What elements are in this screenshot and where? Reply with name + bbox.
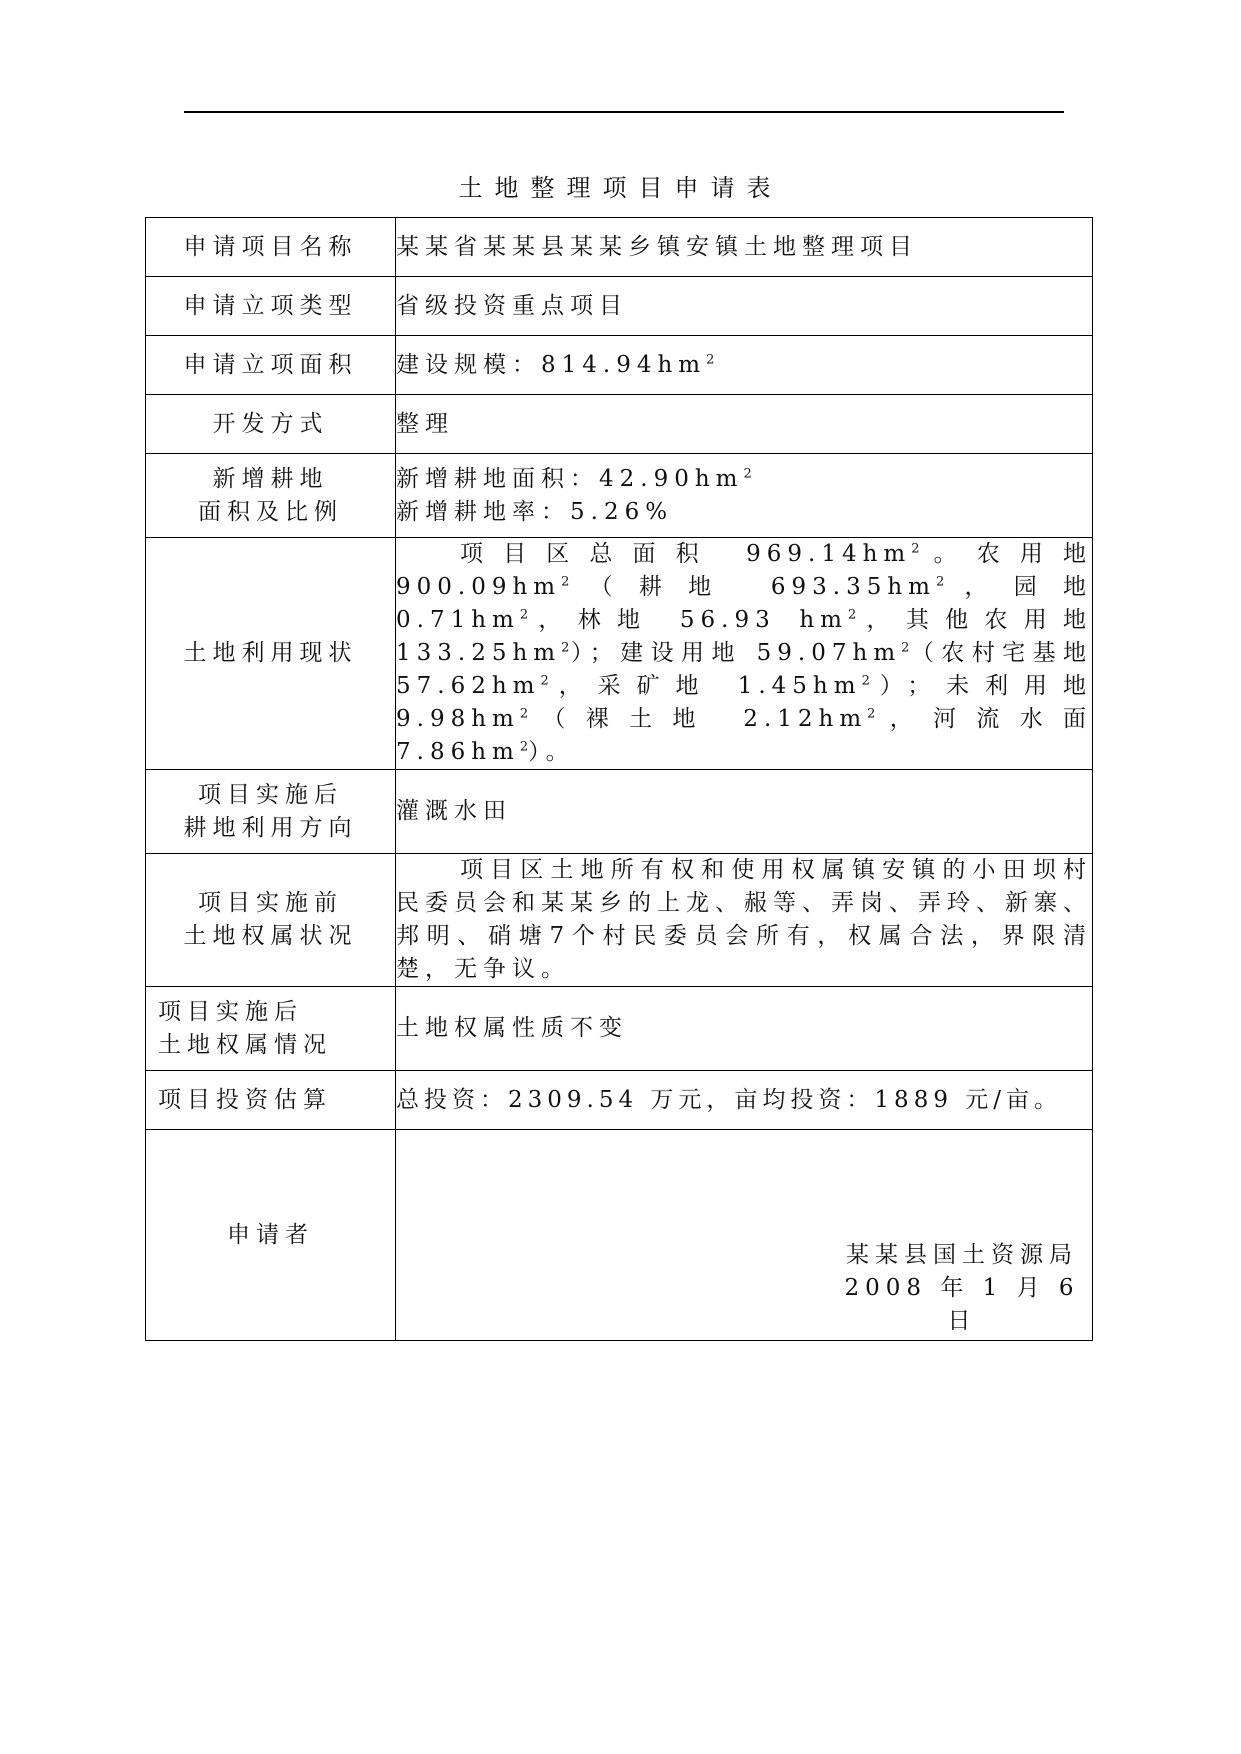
land-use-text-9: ，采矿地 1.45hm [548,673,862,699]
land-use-sup-4: 2 [519,607,529,623]
label-ownership-before-line2: 土地权属状况 [183,923,358,949]
value-new-farmland-rate: 新增耕地率：5.26% [396,498,674,525]
label-land-use: 土地利用现状 [146,538,396,770]
label-applicant: 申请者 [146,1130,396,1341]
label-use-after-line2: 耕地利用方向 [183,814,358,841]
label-project-type: 申请立项类型 [146,277,396,336]
applicant-date: 2008 年 1 月 6 日 [844,1275,1080,1334]
label-ownership-after [146,987,396,1071]
applicant-org: 某某县国土资源局 [846,1242,1078,1268]
area-unit-sup: 2 [706,351,715,367]
value-applicant [396,1130,1093,1341]
label-new-farmland-line2: 面积及比例 [198,498,343,525]
label-investment: 项目投资估算 [146,1071,396,1130]
document-title: 土地整理项目申请表 [458,174,783,202]
land-use-text-10: ）；未利用地 9.98hm [396,673,1093,732]
new-farmland-area-sup: 2 [743,465,752,481]
new-farmland-area-text: 新增耕地面积：42.90hm [396,465,744,492]
value-ownership-before: 项目区土地所有权和使用权属镇安镇的小田坝村民委员会和某某乡的上龙、赧等、弄岗、弄玲、新寨、邦明、硝塘7个村民委员会所有，权属合法，界限清楚，无争议。 [396,854,1093,987]
label-ownership-before [146,854,396,987]
value-investment: 总投资：2309.54 万元，亩均投资：1889 元/亩。 [396,1071,1093,1130]
row-project-area [146,336,1093,395]
label-use-after [146,770,396,854]
label-use-after-line1: 项目实施后 [198,781,343,808]
value-land-use [396,538,1093,770]
value-ownership-after: 土地权属性质不变 [396,987,1093,1071]
label-new-farmland [146,454,396,538]
land-use-sup-3: 2 [936,574,945,590]
label-ownership-after-line1: 项目实施后 [158,998,303,1025]
row-ownership-before [146,854,1093,987]
value-project-type: 省级投资重点项目 [396,277,1093,336]
row-dev-method [146,395,1093,454]
land-use-sup-10: 2 [519,706,529,722]
row-land-use [146,538,1093,770]
value-dev-method: 整理 [396,395,1093,454]
land-use-sup-5: 2 [847,607,857,623]
land-use-sup-7: 2 [901,640,910,656]
area-text: 建设规模：814.94hm [396,351,707,378]
land-use-text-13: ）。 [528,739,575,765]
land-use-text-1: 项目区总面积 969.14hm [460,541,912,567]
label-project-area: 申请立项面积 [146,336,396,395]
land-use-sup-6: 2 [561,640,570,656]
value-new-farmland [396,454,1093,538]
land-use-sup-1: 2 [911,541,920,557]
row-use-after [146,770,1093,854]
land-use-text-12: ，河流水面 7.86hm [396,706,1092,765]
land-use-sup-2: 2 [561,574,570,590]
application-form-table [145,217,1093,1341]
land-use-text-8: （农村宅基地 57.62hm [396,640,1092,699]
value-project-area [396,336,1093,395]
land-use-text-7: ）；建设用地 59.07hm [569,640,902,666]
label-new-farmland-line1: 新增耕地 [212,465,329,492]
land-use-text-5: ，林地 56.93 hm [528,607,848,633]
label-project-name: 申请项目名称 [146,218,396,277]
land-use-text-3: （耕地 693.35hm [569,574,936,600]
row-ownership-after [146,987,1093,1071]
land-use-sup-8: 2 [540,673,549,689]
value-new-farmland-area [396,463,1092,496]
row-project-type [146,277,1093,336]
row-investment [146,1071,1093,1130]
row-new-farmland [146,454,1093,538]
land-use-text-6: ，其他农用地 133.25hm [396,607,1093,666]
row-project-name [146,218,1093,277]
value-use-after: 灌溉水田 [396,770,1093,854]
label-ownership-after-line2: 土地权属情况 [158,1031,332,1058]
header-rule [184,111,1064,113]
land-use-text-4: ，园地 0.71hm [396,574,1092,633]
land-use-sup-11: 2 [867,706,876,722]
land-use-text-2: 。农用地 900.09hm [396,541,1093,600]
land-use-sup-12: 2 [519,739,529,755]
land-use-sup-9: 2 [861,673,870,689]
value-project-name: 某某省某某县某某乡镇安镇土地整理项目 [396,218,1093,277]
label-dev-method: 开发方式 [146,395,396,454]
row-applicant [146,1130,1093,1341]
label-ownership-before-line1: 项目实施前 [198,890,343,916]
land-use-text-11: （裸土地 2.12hm [528,706,868,732]
